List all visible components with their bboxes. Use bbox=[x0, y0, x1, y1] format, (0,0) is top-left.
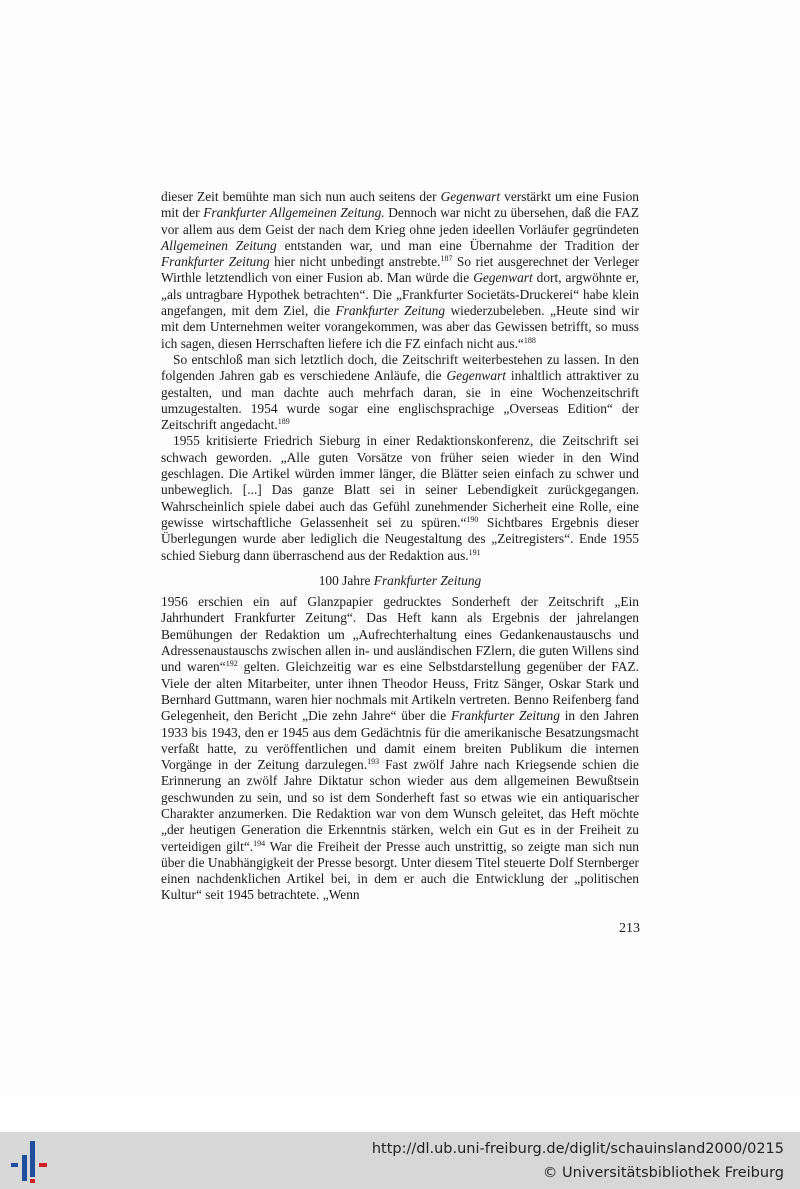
body-text bbox=[161, 189, 639, 904]
ub-freiburg-logo-icon bbox=[8, 1141, 52, 1183]
paragraph: dieser Zeit bemühte man sich nun auch seitens der Gegenwart verstärkt um eine Fusion mit der Frankfurter Allgemeinen Zeitung. Dennoch war nicht zu übersehen, daß die FAZ vor allem aus dem Geist der nach dem Krieg ohne jeden ideellen Vorläufer gegründeten Allgemeinen Zeitung entstanden war, und man eine Übernahme der Tradition der Frankfurter Zeitung hier nicht unbedingt anstrebte.$^{187}$ So riet ausgerechnet der Verleger Wirthle letztendlich von einer Fusion ab. Man würde die Gegenwart dort, argwöhnte er, „als untragbare Hypothek betrachten“. Die „Frankfurter Societäts-Druckerei“ habe klein angefangen, mit dem Ziel, die Frankfurter Zeitung wiederzubeleben. „Heute sind wir mit dem Unternehmen weiter vorangekommen, was aber das Gewissen betrifft, so muss ich sagen, diesen Herrschaften liefere ich die FZ einfach nicht aus.“$^{188}$ bbox=[161, 189, 640, 351]
paragraph: So entschloß man sich letztlich doch, die Zeitschrift weiterbestehen zu lassen. In den folgenden Jahren gab es verschiedene Anläufe, die Gegenwart inhaltlich attraktiver zu gestalten, und man dachte auch mehrfach daran, sie in eine Wochenzeitschrift umzugestalten. 1954 wurde sogar eine englischsprachige „Overseas Edition“ der Zeitschrift angedacht.$^{189}$ bbox=[161, 351, 640, 433]
source-url[interactable]: http://dl.ub.uni-freiburg.de/diglit/schauinsland2000/0215 bbox=[371, 1141, 784, 1157]
section-heading: 100 Jahre Frankfurter Zeitung bbox=[318, 572, 482, 588]
paragraph: 1955 kritisierte Friedrich Sieburg in einer Redaktionskonferenz, die Zeitschrift sei schwach geworden. „Alle guten Vorsätze von früher seien wieder in den Wind geschlagen. Die Artikel würden immer länger, die Blätter seien einfach zu schwer und unbeweglich. [...] Das ganze Blatt sei in seiner Lebendigkeit zurückgegangen. Wahrscheinlich spiele dabei auch das Gefühl zunehmender Sicherheit eine Rolle, eine gewisse wirtschaftliche Gelassenheit sei zu spüren.“$^{190}$ Sichtbares Ergebnis dieser Überlegungen wurde aber lediglich die Neugestaltung des „Zeitregisters“. Ende 1955 schied Sieburg dann überraschend aus der Redaktion aus.$^{191}$ bbox=[161, 433, 639, 563]
paragraph: 1956 erschien ein auf Glanzpapier gedrucktes Sonderheft der Zeitschrift „Ein Jahrhundert Frankfurter Zeitung“. Das Heft kann als Ergebnis der jahrelangen Bemühungen der Redaktion um „Aufrechterhaltung eines Gedankenaustauschs und Adressenaustauschs zwischen allen in- und ausländischen FZlern, die guten Willens sind und waren“$^{192}$ gelten. Gleichzeitig war es eine Selbstdarstellung gegenüber der FAZ. Viele der alten Mitarbeiter, unter ihnen Theodor Heuss, Fritz Sänger, Oskar Stark und Bernhard Guttmann, waren hier nochmals mit Artikeln vertreten. Benno Reifenberg fand Gelegenheit, den Bericht „Die zehn Jahre“ über die Frankfurter Zeitung in den Jahren 1933 bis 1943, den er 1945 aus dem Gedächtnis für die amerikanische Besatzungsmacht verfaßt hatte, zu veröffentlichen und damit einem breiten Publikum die internen Vorgänge in der Zeitung darzulegen.$^{193}$ Fast zwölf Jahre nach Kriegsende schien die Erinnerung an zwölf Jahre Diktatur schon wieder aus dem allgemeinen Bewußtsein geschwunden zu sein, und so ist dem Sonderheft fast so etwas wie ein antiquarischer Charakter anzumerken. Die Redaktion war von dem Wunsch geleitet, das Heft möchte „der heutigen Generation die Erkenntnis stärken, welch ein Gut es in der Freiheit zu verteidigen gilt“.$^{194}$ War die Freiheit der Presse auch unstrittig, so zeigte man sich nun über die Unabhängigkeit der Presse besorgt. Unter diesem Titel steuerte Dolf Sternberger einen nachdenklichen Artikel bei, in dem er auch die Entwicklung der „politischen Kultur“ seit 1945 betrachtete. „Wenn bbox=[161, 594, 639, 903]
viewer-footer bbox=[0, 1132, 800, 1189]
copyright-notice: © Universitätsbibliothek Freiburg bbox=[542, 1165, 784, 1181]
page-number: 213 bbox=[619, 921, 640, 936]
